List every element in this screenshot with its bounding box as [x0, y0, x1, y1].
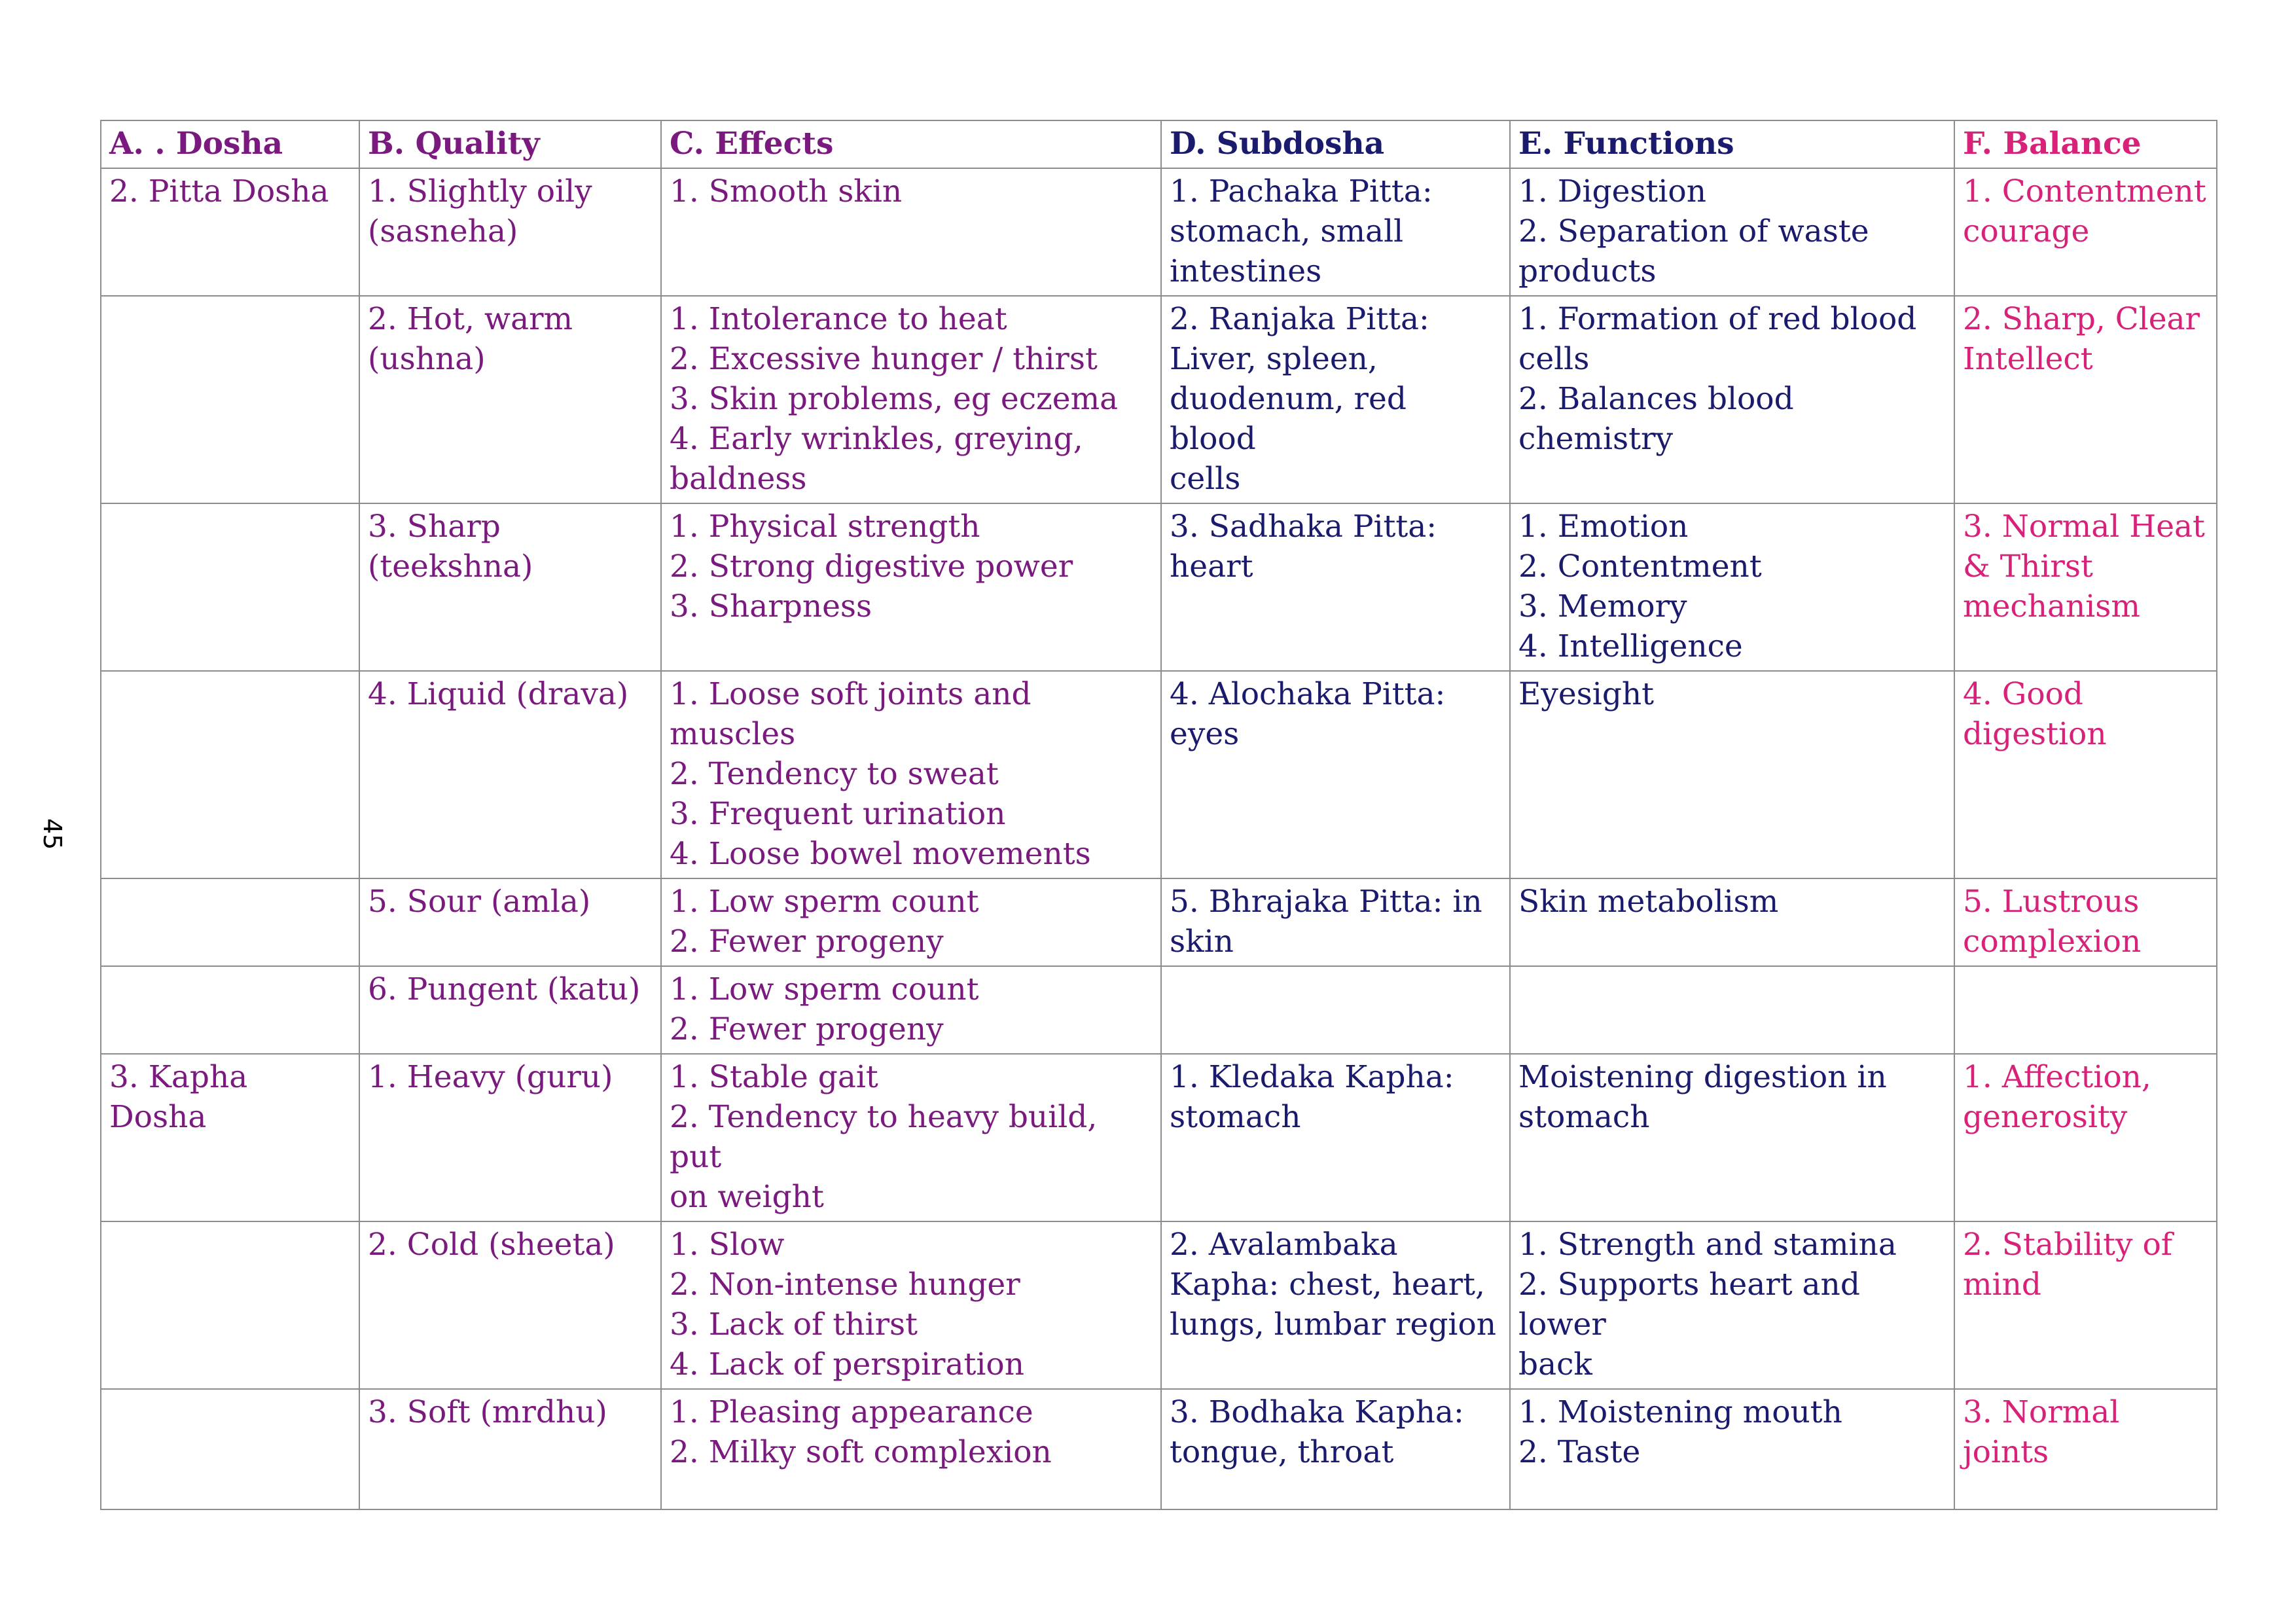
functions-cell: [1510, 168, 1954, 296]
cell-text-line: 3. Normal: [1963, 1394, 2120, 1430]
cell-text-line: 3. Normal Heat: [1963, 509, 2205, 545]
cell-text-line: back: [1518, 1346, 1592, 1382]
cell-text-line: Liver, spleen,: [1170, 341, 1378, 377]
cell-text: 2. Pitta Dosha: [109, 173, 329, 209]
cell-text-line: 2. Milky soft complexion: [670, 1434, 1052, 1470]
cell-text-line: cells: [1170, 461, 1241, 497]
balance-cell: [1954, 1221, 2217, 1389]
cell-text-line: cells: [1518, 341, 1590, 377]
quality-cell: [359, 878, 661, 966]
cell-text-line: 3. Sadhaka Pitta:: [1170, 509, 1437, 545]
cell-text-line: 3. Frequent urination: [670, 796, 1006, 832]
header-functions: E. Functions: [1510, 120, 1954, 168]
quality-cell: [359, 671, 661, 878]
cell-text-line: 2. Strong digestive power: [670, 549, 1073, 585]
cell-text-line: 2. Supports heart and lower: [1518, 1267, 1860, 1343]
effects-cell: [661, 168, 1161, 296]
quality-cell: [359, 503, 661, 671]
cell-text-line: & Thirst: [1963, 549, 2093, 585]
cell-text-line: 1. Pleasing appearance: [670, 1394, 1033, 1430]
cell-text-line: 4. Liquid (drava): [368, 676, 629, 712]
cell-text-line: 2. Sharp, Clear: [1963, 301, 2200, 337]
cell-text-line: 1. Contentment: [1963, 173, 2206, 209]
header-quality: B. Quality: [359, 120, 661, 168]
table-row: [101, 296, 2217, 503]
cell-text-line: 2. Tendency to heavy build, put: [670, 1099, 1098, 1175]
cell-text-line: 2. Excessive hunger / thirst: [670, 341, 1098, 377]
cell-text-line: Skin metabolism: [1518, 884, 1779, 920]
functions-cell: [1510, 1389, 1954, 1509]
cell-text-line: generosity: [1963, 1099, 2128, 1135]
cell-text-line: stomach, small: [1170, 213, 1404, 249]
cell-text-line: 2. Contentment: [1518, 549, 1762, 585]
balance-cell: [1954, 671, 2217, 878]
cell-text-line: lungs, lumbar region: [1170, 1307, 1497, 1343]
effects-cell: [661, 878, 1161, 966]
subdosha-cell: [1161, 966, 1510, 1054]
cell-text-line: digestion: [1963, 716, 2107, 752]
cell-text-line: 5. Sour (amla): [368, 884, 591, 920]
cell-text-line: 4. Good: [1963, 676, 2084, 712]
cell-text-line: joints: [1963, 1434, 2049, 1470]
table-row: [101, 1221, 2217, 1389]
balance-cell: [1954, 296, 2217, 503]
cell-text-line: 1. Intolerance to heat: [670, 301, 1007, 337]
cell-text-line: Eyesight: [1518, 676, 1655, 712]
balance-cell: [1954, 1389, 2217, 1509]
cell-text-line: 3. Skin problems, eg eczema: [670, 381, 1119, 417]
cell-text-line: 3. Soft (mrdhu): [368, 1394, 607, 1430]
cell-text-line: 3. Memory: [1518, 588, 1687, 624]
cell-text-line: tongue, throat: [1170, 1434, 1394, 1470]
cell-text-line: 1. Slow: [670, 1227, 785, 1263]
cell-text-line: eyes: [1170, 716, 1240, 752]
subdosha-cell: [1161, 503, 1510, 671]
functions-cell: [1510, 671, 1954, 878]
balance-cell: [1954, 878, 2217, 966]
cell-text-line: 1. Stable gait: [670, 1059, 878, 1095]
cell-text-line: 2. Taste: [1518, 1434, 1641, 1470]
cell-text-line: 3. Sharp: [368, 509, 501, 545]
cell-text-line: 1. Low sperm count: [670, 884, 979, 920]
cell-text-line: 4. Alochaka Pitta:: [1170, 676, 1446, 712]
cell-text-line: mind: [1963, 1267, 2041, 1303]
cell-text-line: 2. Cold (sheeta): [368, 1227, 615, 1263]
effects-cell: [661, 1221, 1161, 1389]
cell-text-line: 2. Non-intense hunger: [670, 1267, 1020, 1303]
cell-text-line: stomach: [1518, 1099, 1650, 1135]
cell-text-line: 3. Lack of thirst: [670, 1307, 918, 1343]
page-number: 45: [38, 818, 67, 850]
cell-text-line: stomach: [1170, 1099, 1301, 1135]
table-row: [101, 168, 2217, 296]
dosha-cell: [101, 1389, 359, 1509]
dosha-cell: [101, 168, 359, 296]
table-row: [101, 878, 2217, 966]
cell-text: 3. Kapha Dosha: [109, 1059, 248, 1135]
subdosha-cell: [1161, 671, 1510, 878]
dosha-cell: [101, 878, 359, 966]
cell-text-line: 4. Lack of perspiration: [670, 1346, 1024, 1382]
cell-text-line: heart: [1170, 549, 1253, 585]
cell-text-line: intestines: [1170, 253, 1322, 289]
cell-text-line: (teekshna): [368, 549, 533, 585]
functions-cell: [1510, 966, 1954, 1054]
header-effects: C. Effects: [661, 120, 1161, 168]
effects-cell: [661, 503, 1161, 671]
subdosha-cell: [1161, 1389, 1510, 1509]
cell-text-line: 2. Fewer progeny: [670, 1011, 944, 1047]
cell-text-line: 1. Heavy (guru): [368, 1059, 613, 1095]
subdosha-cell: [1161, 878, 1510, 966]
balance-cell: [1954, 168, 2217, 296]
quality-cell: [359, 1389, 661, 1509]
cell-text-line: 1. Affection,: [1963, 1059, 2151, 1095]
header-balance: F. Balance: [1954, 120, 2217, 168]
quality-cell: [359, 966, 661, 1054]
header-row: [101, 120, 2217, 168]
cell-text-line: products: [1518, 253, 1657, 289]
cell-text-line: on weight: [670, 1179, 824, 1215]
quality-cell: [359, 1054, 661, 1221]
cell-text-line: 5. Bhrajaka Pitta: in: [1170, 884, 1482, 920]
cell-text-line: 1. Moistening mouth: [1518, 1394, 1842, 1430]
balance-cell: [1954, 1054, 2217, 1221]
effects-cell: [661, 966, 1161, 1054]
effects-cell: [661, 1054, 1161, 1221]
table-row: [101, 1054, 2217, 1221]
cell-text-line: 4. Loose bowel movements: [670, 836, 1091, 872]
table-row: [101, 1389, 2217, 1509]
dosha-cell: [101, 671, 359, 878]
balance-cell: [1954, 503, 2217, 671]
cell-text-line: 2. Ranjaka Pitta:: [1170, 301, 1429, 337]
cell-text-line: 1. Strength and stamina: [1518, 1227, 1897, 1263]
dosha-cell: [101, 503, 359, 671]
cell-text-line: duodenum, red blood: [1170, 381, 1407, 457]
effects-cell: [661, 1389, 1161, 1509]
cell-text-line: (sasneha): [368, 213, 518, 249]
cell-text-line: 2. Avalambaka: [1170, 1227, 1398, 1263]
cell-text-line: (ushna): [368, 341, 486, 377]
effects-cell: [661, 296, 1161, 503]
cell-text-line: complexion: [1963, 924, 2142, 960]
quality-cell: [359, 296, 661, 503]
cell-text-line: 2. Stability of: [1963, 1227, 2173, 1263]
cell-text-line: 4. Early wrinkles, greying,: [670, 421, 1083, 457]
cell-text-line: 1. Formation of red blood: [1518, 301, 1917, 337]
functions-cell: [1510, 1221, 1954, 1389]
effects-cell: [661, 671, 1161, 878]
cell-text-line: skin: [1170, 924, 1234, 960]
table-row: [101, 966, 2217, 1054]
quality-cell: [359, 168, 661, 296]
cell-text-line: 1. Slightly oily: [368, 173, 592, 209]
subdosha-cell: [1161, 1054, 1510, 1221]
cell-text-line: 3. Bodhaka Kapha:: [1170, 1394, 1464, 1430]
cell-text-line: 2. Balances blood chemistry: [1518, 381, 1794, 457]
cell-text-line: Intellect: [1963, 341, 2093, 377]
cell-text-line: mechanism: [1963, 588, 2140, 624]
cell-text-line: 1. Smooth skin: [670, 173, 903, 209]
cell-text-line: 1. Low sperm count: [670, 971, 979, 1007]
cell-text-line: 4. Intelligence: [1518, 628, 1743, 664]
quality-cell: [359, 1221, 661, 1389]
cell-text-line: 2. Fewer progeny: [670, 924, 944, 960]
cell-text-line: 2. Tendency to sweat: [670, 756, 999, 792]
dosha-cell: [101, 296, 359, 503]
table-row: [101, 671, 2217, 878]
balance-cell: [1954, 966, 2217, 1054]
functions-cell: [1510, 503, 1954, 671]
dosha-table: [100, 120, 2217, 1510]
cell-text-line: courage: [1963, 213, 2090, 249]
subdosha-cell: [1161, 1221, 1510, 1389]
cell-text-line: 1. Kledaka Kapha:: [1170, 1059, 1454, 1095]
cell-text-line: baldness: [670, 461, 807, 497]
cell-text-line: 1. Loose soft joints and muscles: [670, 676, 1031, 752]
cell-text-line: 1. Pachaka Pitta:: [1170, 173, 1433, 209]
cell-text-line: 1. Emotion: [1518, 509, 1689, 545]
header-subdosha: D. Subdosha: [1161, 120, 1510, 168]
subdosha-cell: [1161, 296, 1510, 503]
dosha-cell: [101, 1054, 359, 1221]
dosha-cell: [101, 966, 359, 1054]
dosha-cell: [101, 1221, 359, 1389]
header-dosha: A. . Dosha: [101, 120, 359, 168]
cell-text-line: Kapha: chest, heart,: [1170, 1267, 1485, 1303]
functions-cell: [1510, 1054, 1954, 1221]
table-body: [101, 168, 2217, 1509]
functions-cell: [1510, 296, 1954, 503]
cell-text-line: 1. Physical strength: [670, 509, 980, 545]
cell-text-line: 6. Pungent (katu): [368, 971, 641, 1007]
cell-text-line: Moistening digestion in: [1518, 1059, 1887, 1095]
cell-text-line: 3. Sharpness: [670, 588, 872, 624]
cell-text-line: 1. Digestion: [1518, 173, 1707, 209]
table-row: [101, 503, 2217, 671]
functions-cell: [1510, 878, 1954, 966]
subdosha-cell: [1161, 168, 1510, 296]
cell-text-line: 2. Separation of waste: [1518, 213, 1869, 249]
cell-text-line: 2. Hot, warm: [368, 301, 573, 337]
cell-text-line: 5. Lustrous: [1963, 884, 2140, 920]
